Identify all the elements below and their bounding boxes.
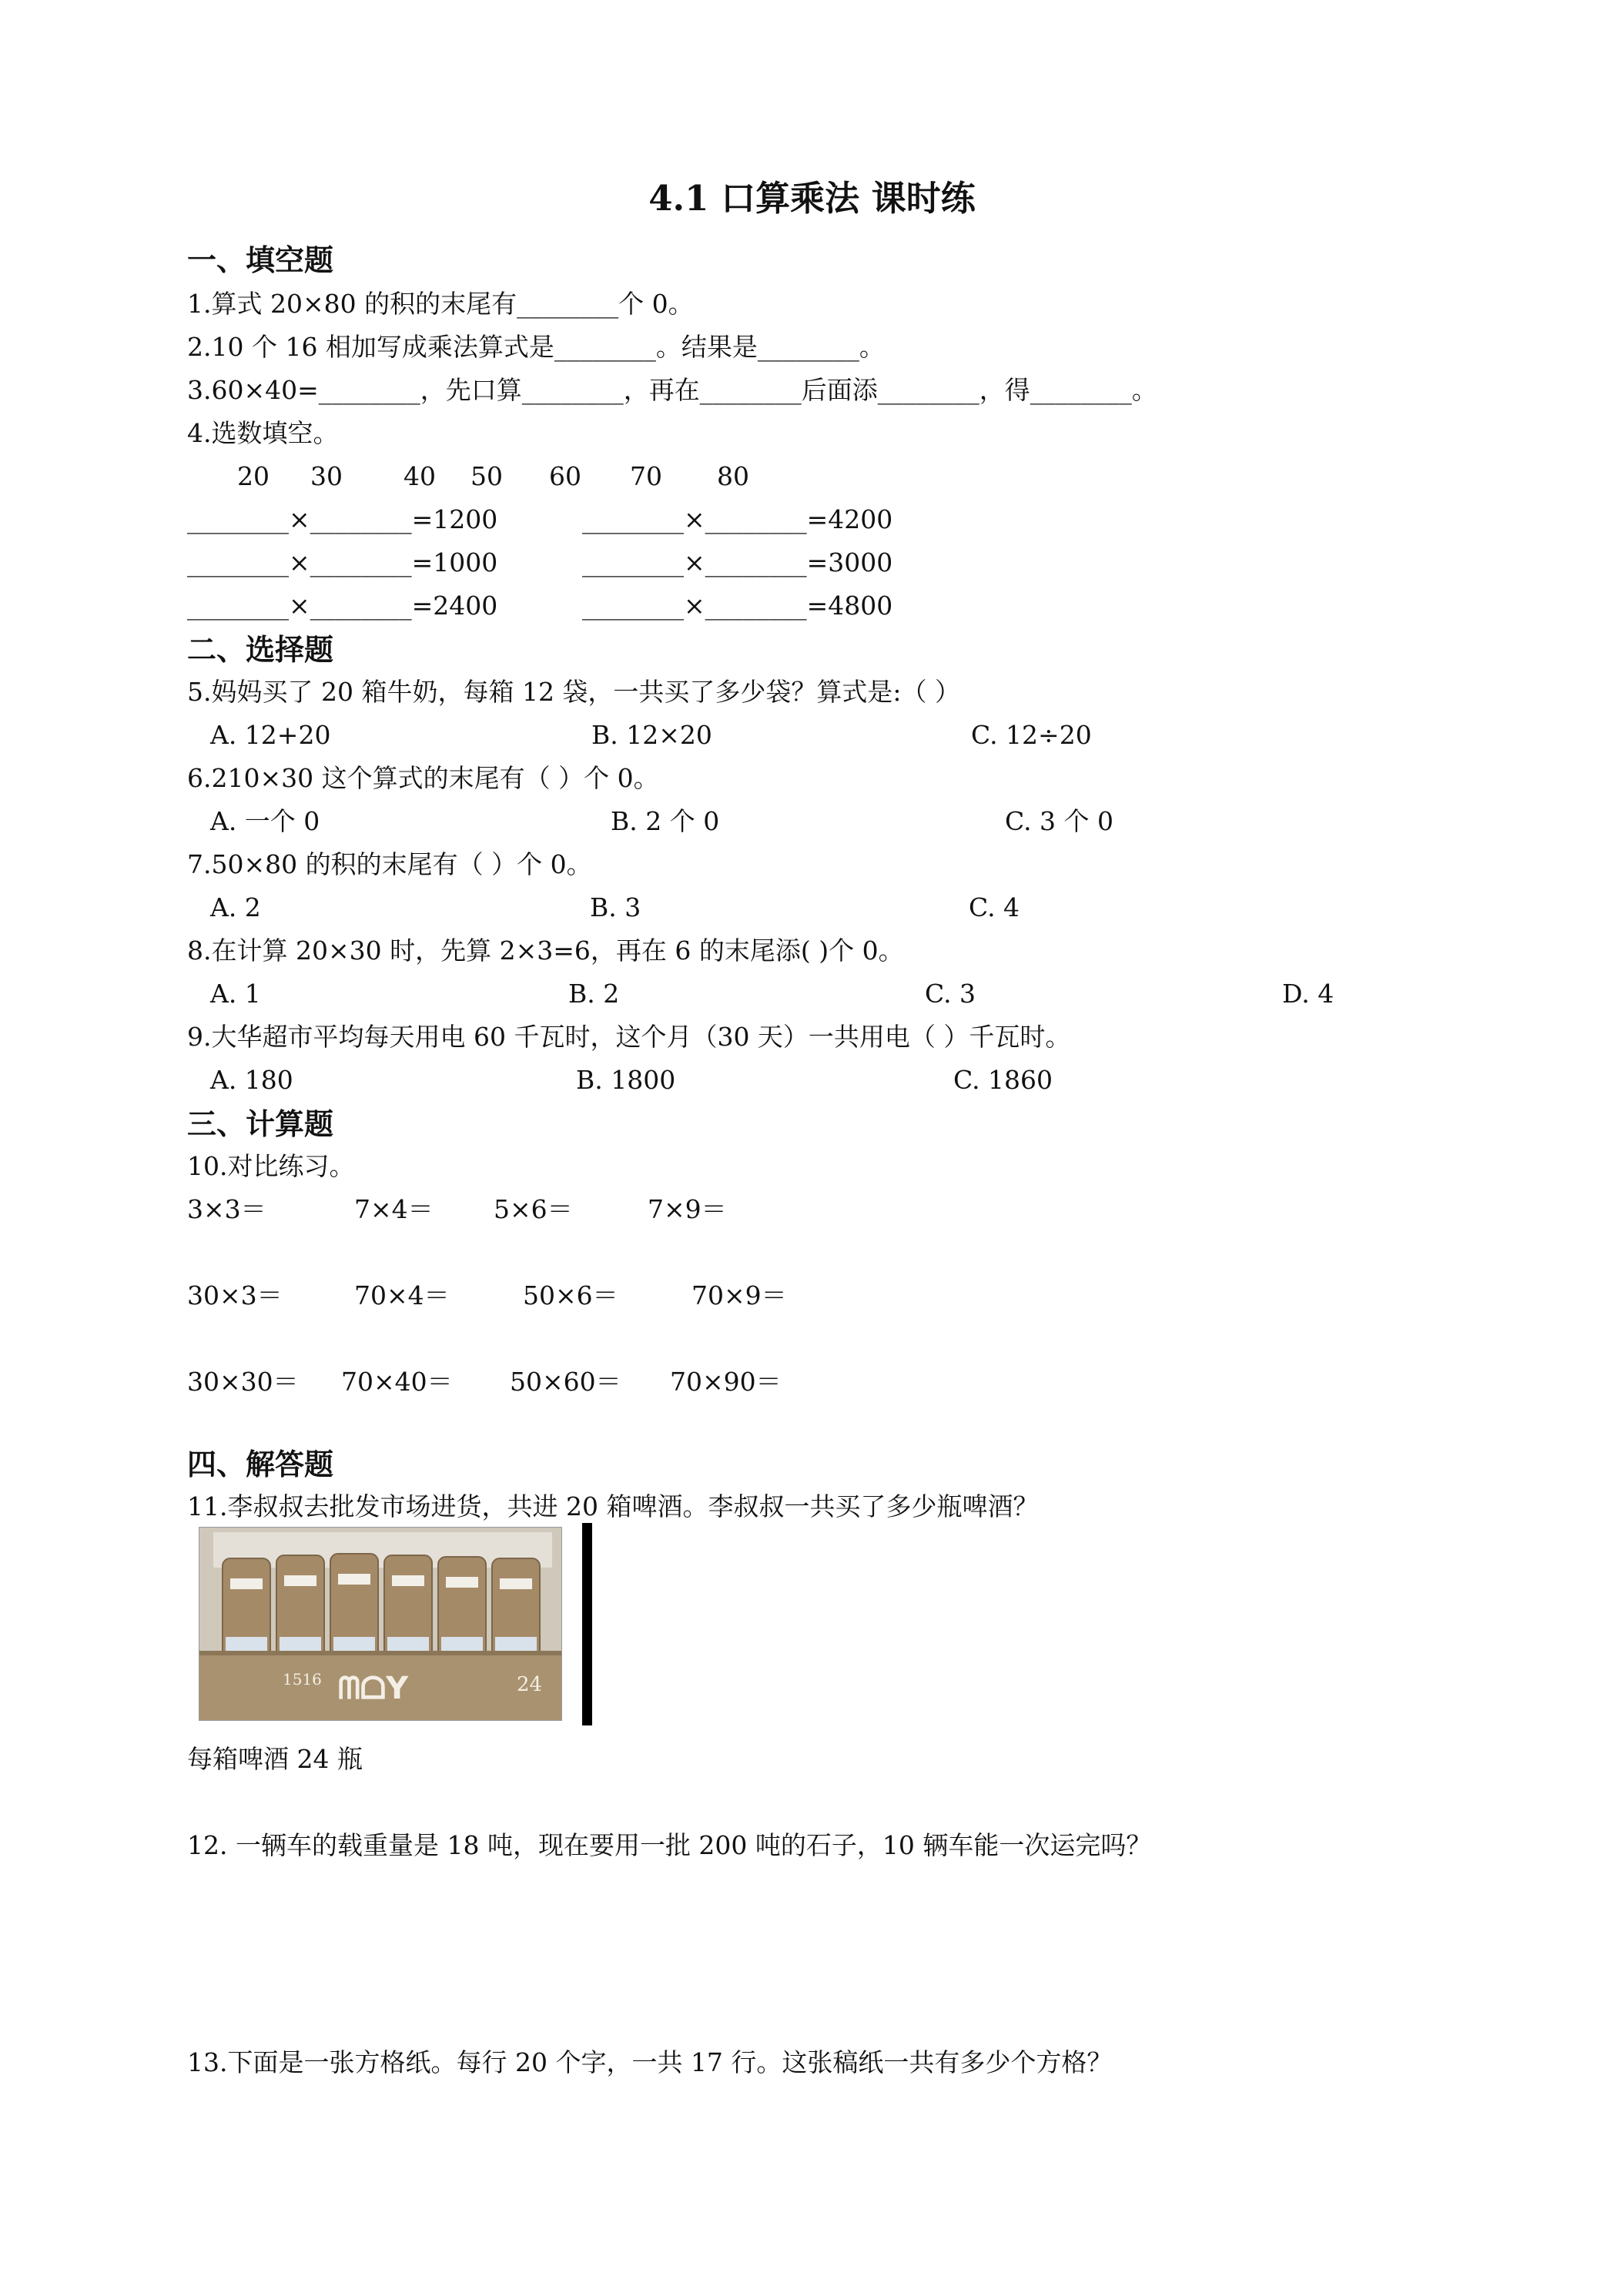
number-choice: 50	[470, 461, 503, 491]
number-choice: 40	[403, 461, 436, 491]
calc-item: 5×6＝	[494, 1194, 573, 1224]
question-6: 6.210×30 这个算式的末尾有（ ）个 0。	[187, 763, 659, 793]
beer-case-image	[199, 1527, 562, 1721]
number-choice: 80	[717, 461, 749, 491]
option-c: C. 3	[925, 979, 976, 1009]
option-a: A. 一个 0	[210, 806, 320, 836]
section-word-problems: 四、解答题	[187, 1447, 334, 1481]
question-7: 7.50×80 的积的末尾有（ ）个 0。	[187, 849, 592, 879]
number-choice: 60	[549, 461, 581, 491]
equation-blank: ________×________=1200	[187, 504, 498, 534]
option-c: C. 12÷20	[971, 720, 1092, 750]
calc-item: 70×90＝	[670, 1367, 782, 1397]
calc-item: 70×9＝	[691, 1280, 787, 1310]
case-label-right: 24	[517, 1673, 543, 1696]
page-title: 4.1 口算乘法 课时练	[648, 178, 976, 219]
calc-item: 30×30＝	[187, 1367, 299, 1397]
number-choice: 30	[310, 461, 343, 491]
option-b: B. 2	[568, 979, 620, 1009]
option-c: C. 1860	[953, 1065, 1053, 1095]
section-fill-in: 一、填空题	[187, 243, 334, 277]
question-1: 1.算式 20×80 的积的末尾有________个 0。	[187, 289, 694, 319]
number-choice: 20	[237, 461, 270, 491]
question-11: 11.李叔叔去批发市场进货，共进 20 箱啤酒。李叔叔一共买了多少瓶啤酒？	[187, 1491, 1039, 1521]
equation-blank: ________×________=4800	[582, 591, 893, 621]
calc-item: 7×9＝	[648, 1194, 727, 1224]
option-b: B. 3	[590, 892, 641, 922]
option-a: A. 1	[210, 979, 261, 1009]
beer-case-icon	[199, 1528, 561, 1720]
case-brand: ᗰᗝY	[338, 1671, 409, 1706]
image-caption: 每箱啤酒 24 瓶	[187, 1744, 363, 1774]
number-choice: 70	[630, 461, 662, 491]
calc-item: 7×4＝	[354, 1194, 434, 1224]
question-9: 9.大华超市平均每天用电 60 千瓦时，这个月（30 天）一共用电（ ）千瓦时。	[187, 1022, 1071, 1052]
vertical-rule	[582, 1523, 592, 1725]
question-3: 3.60×40=________，先口算________，再在________后面添________，得________。	[187, 375, 1157, 405]
question-10: 10.对比练习。	[187, 1151, 355, 1181]
calc-item: 50×60＝	[510, 1367, 621, 1397]
option-b: B. 2 个 0	[611, 806, 720, 836]
question-12: 12. 一辆车的载重量是 18 吨，现在要用一批 200 吨的石子，10 辆车能一次运完吗？	[187, 1830, 1152, 1860]
question-8: 8.在计算 20×30 时，先算 2×3=6，再在 6 的末尾添( )个 0。	[187, 935, 904, 966]
equation-blank: ________×________=1000	[187, 547, 498, 577]
equation-blank: ________×________=4200	[582, 504, 893, 534]
calc-item: 70×4＝	[354, 1280, 450, 1310]
question-13: 13.下面是一张方格纸。每行 20 个字，一共 17 行。这张稿纸一共有多少个方格？	[187, 2047, 1113, 2077]
calc-item: 70×40＝	[341, 1367, 453, 1397]
option-a: A. 12+20	[210, 720, 331, 750]
question-4: 4.选数填空。	[187, 418, 339, 448]
calc-item: 30×3＝	[187, 1280, 283, 1310]
section-calculation: 三、计算题	[187, 1106, 334, 1141]
option-c: C. 4	[969, 892, 1020, 922]
option-b: B. 12×20	[591, 720, 712, 750]
equation-blank: ________×________=2400	[187, 591, 498, 621]
option-a: A. 180	[210, 1065, 293, 1095]
calc-item: 50×6＝	[523, 1280, 618, 1310]
option-a: A. 2	[210, 892, 261, 922]
equation-blank: ________×________=3000	[582, 547, 893, 577]
option-b: B. 1800	[576, 1065, 676, 1095]
question-2: 2.10 个 16 相加写成乘法算式是________。结果是________。	[187, 332, 885, 362]
option-d: D. 4	[1282, 979, 1334, 1009]
question-5: 5.妈妈买了 20 箱牛奶，每箱 12 袋，一共买了多少袋？算式是:（ ）	[187, 677, 961, 707]
option-c: C. 3 个 0	[1005, 806, 1114, 836]
section-multiple-choice: 二、选择题	[187, 632, 334, 667]
calc-item: 3×3＝	[187, 1194, 266, 1224]
case-label-left: 1516	[283, 1670, 322, 1689]
